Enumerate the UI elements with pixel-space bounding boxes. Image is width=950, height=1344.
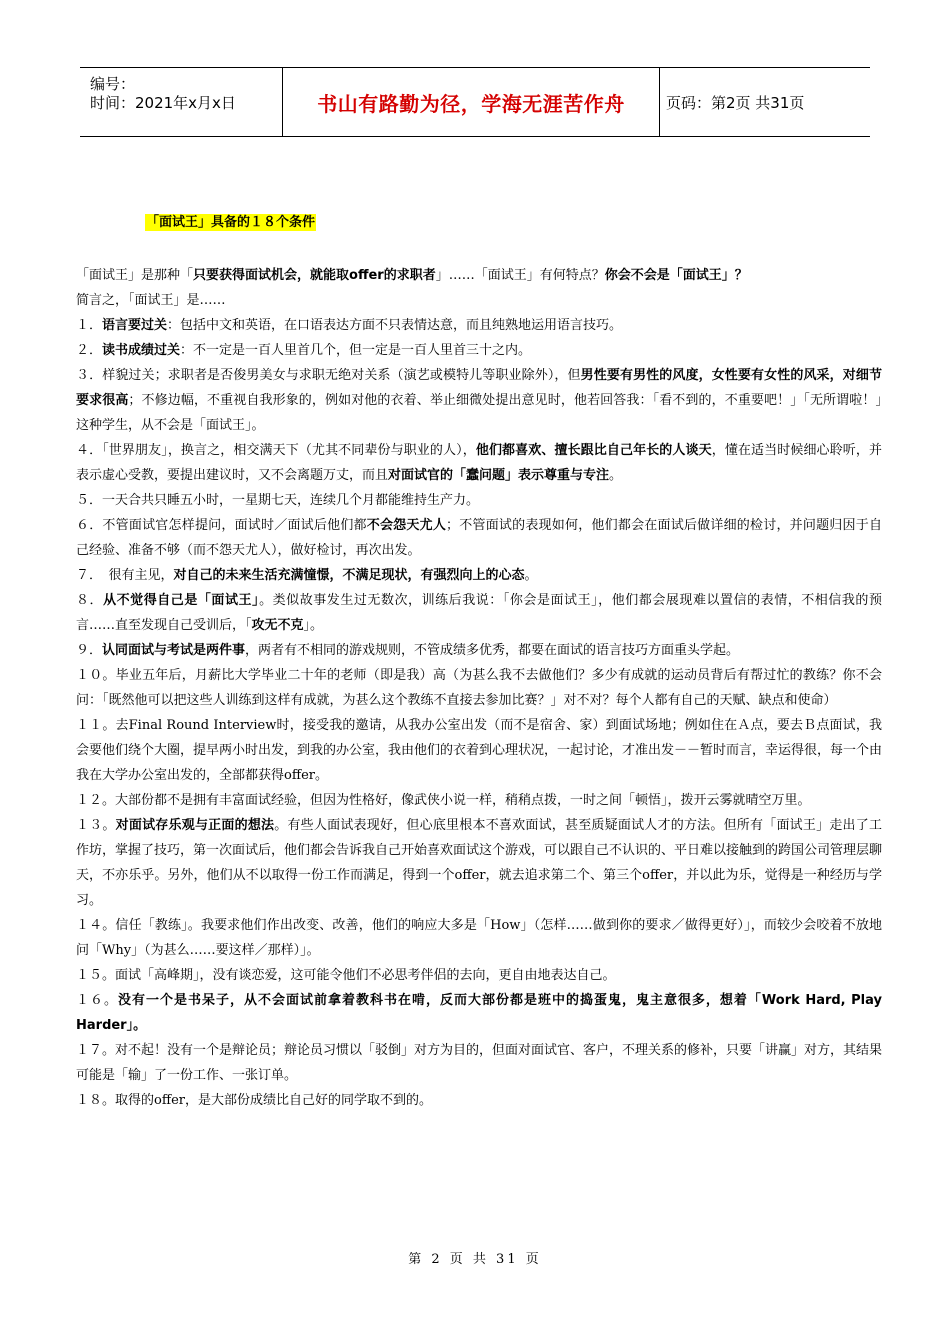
text-run: ９． bbox=[76, 643, 103, 658]
body-text bbox=[76, 263, 882, 1113]
paragraph bbox=[76, 913, 882, 963]
paragraph bbox=[76, 813, 882, 913]
bold-run: 没有一个是书呆子，从不会面试前拿着教科书在啃，反而大部份都是班中的捣蛋鬼，鬼主意很多，想着「Work Hard, Play Harder」。 bbox=[76, 993, 882, 1033]
text-run: ７． 很有主见， bbox=[76, 568, 174, 583]
text-run: １７。对不起！没有一个是辩论员；辩论员习惯以「驳倒」对方为目的，但面对面试官、客户，不理关系的修补，只要「讲赢」对方，其结果可能是「输」了一份工作、一张订单。 bbox=[76, 1043, 883, 1083]
text-run: 」。 bbox=[303, 618, 324, 633]
text-run: 。 bbox=[524, 568, 538, 583]
paragraph bbox=[76, 963, 882, 988]
paragraph bbox=[76, 663, 882, 713]
bold-run: 对自己的未来生活充满憧憬，不满足现状，有强烈向上的心态 bbox=[173, 568, 525, 583]
text-run: ８． bbox=[76, 593, 104, 608]
text-run: ；不修边幅，不重视自我形象的，例如对他的衣着、举止细微处提出意见时，他若回答我：「看不到的，不重要吧！」「无所谓啦！」这种学生，从不会是「面试王」。 bbox=[76, 393, 882, 433]
paragraph bbox=[76, 288, 882, 313]
text-run: 「面试王」是那种「 bbox=[76, 268, 194, 283]
time-label: 时间：2021年x月x日 bbox=[90, 94, 236, 112]
code-label: 编号： bbox=[90, 75, 136, 93]
text-run: １８。取得的offer，是大部份成绩比自己好的同学取不到的。 bbox=[76, 1093, 432, 1108]
paragraph bbox=[76, 513, 882, 563]
header-page-info bbox=[660, 68, 870, 136]
bold-run: 从不觉得自己是「面试王」 bbox=[103, 593, 260, 608]
bold-run: 男性要有男性的风度，女性要有女性的风采，对细节要求很高 bbox=[76, 368, 882, 408]
page-footer: 第 2 页 共 31 页 bbox=[408, 1252, 542, 1267]
text-run: １． bbox=[76, 318, 103, 333]
paragraph bbox=[76, 338, 882, 363]
paragraph bbox=[76, 263, 882, 288]
bold-run: 语言要过关 bbox=[102, 318, 168, 333]
paragraph bbox=[76, 638, 882, 663]
text-run: 。 bbox=[609, 468, 623, 483]
text-run: 。有些人面试表现好，但心底里根本不喜欢面试，甚至质疑面试人才的方法。但所有「面试王」走出了工作坊，掌握了技巧，第一次面试后，他们都会告诉我自己开始喜欢面试这个游戏，可以跟自己不认识的、平日难以接触到的跨国公司管理层聊天，不亦乐乎。另外，他们从不以取得一份工作而满足，得到一个offer，就去追求第二个、第三个offer，并以此为乐，觉得是一种经历与学习。 bbox=[76, 818, 883, 908]
text-run: １５。面试「高峰期」，没有谈恋爱，这可能令他们不必思考伴侣的去向，更自由地表达自己。 bbox=[76, 968, 616, 983]
text-run: 简言之，「面试王」是…… bbox=[76, 293, 226, 308]
header-meta bbox=[80, 68, 283, 136]
paragraph bbox=[76, 563, 882, 588]
text-run: ，两者有不相同的游戏规则，不管成绩多优秀，都要在面试的语言技巧方面重头学起。 bbox=[245, 643, 740, 658]
text-run: １０。毕业五年后，月薪比大学毕业二十年的老师（即是我）高（为甚么我不去做他们？多少有成就的运动员背后有帮过忙的教练？你不会问：「既然他可以把这些人训练到这样有成就，为甚么这个教练不直接去参加比赛？」对不对？每个人都有自己的天赋、缺点和使命） bbox=[76, 668, 882, 708]
paragraph bbox=[76, 488, 882, 513]
header-motto bbox=[283, 68, 660, 136]
text-run: ；不管面试的表现如何，他们都会在面试后做详细的检讨，并问题归因于自己经验、准备不够（而不怨天尤人），做好检讨，再次出发。 bbox=[76, 518, 882, 558]
paragraph bbox=[76, 988, 882, 1038]
bold-run: 对面试官的「蠢问题」表示尊重与专注 bbox=[388, 468, 610, 483]
text-run: ４．「世界朋友」，换言之，相交满天下（尤其不同辈份与职业的人）， bbox=[76, 443, 476, 458]
bold-run: 读书成绩过关 bbox=[102, 343, 181, 358]
paragraph bbox=[76, 438, 882, 488]
text-run: ：包括中文和英语，在口语表达方面不只表情达意，而且纯熟地运用语言技巧。 bbox=[167, 318, 623, 333]
paragraph bbox=[76, 313, 882, 338]
text-run: １４。信任「教练」。我要求他们作出改变、改善，他们的响应大多是「How」（怎样……做到你的要求／做得更好）」，而较少会咬着不放地问「Why」（为甚么……要这样／那样）」。 bbox=[76, 918, 882, 958]
bold-run: 不会怨天尤人 bbox=[366, 518, 447, 533]
motto-text: 书山有路勤为径，学海无涯苦作舟 bbox=[317, 91, 625, 116]
text-run: １２。大部份都不是拥有丰富面试经验，但因为性格好，像武侠小说一样，稍稍点拨，一时之间「顿悟」，拨开云雾就晴空万里。 bbox=[76, 793, 811, 808]
paragraph bbox=[76, 713, 882, 788]
paragraph bbox=[76, 363, 882, 438]
bold-run: 认同面试与考试是两件事 bbox=[102, 643, 246, 658]
text-run: １１。去Final Round Interview时，接受我的邀请，从我办公室出发（而不是宿舍、家）到面试场地；例如住在Ａ点，要去Ｂ点面试，我会要他们绕个大圈，提早两小时出发，到我的办公室，我由他们的衣着到心理状况，一起讨论，才准出发－－暂时而言，幸运得很，每一个由我在大学办公室出发的，全部都获得offer。 bbox=[76, 718, 883, 783]
text-run: ５．一天合共只睡五小时，一星期七天，连续几个月都能维持生产力。 bbox=[76, 493, 480, 508]
bold-run: 你会不会是「面试王」？ bbox=[604, 268, 748, 283]
section-title: 「面试王」具备的１８个条件 bbox=[146, 215, 316, 230]
text-run: 」……「面试王」有何特点？ bbox=[435, 268, 605, 283]
text-run: １３。 bbox=[76, 818, 116, 833]
paragraph bbox=[76, 1088, 882, 1113]
paragraph bbox=[76, 788, 882, 813]
text-run: ：不一定是一百人里首几个，但一定是一百人里首三十之内。 bbox=[180, 343, 532, 358]
bold-run: 只要获得面试机会，就能取offer的求职者 bbox=[193, 268, 436, 283]
text-run: １６。 bbox=[76, 993, 118, 1008]
bold-run: 对面试存乐观与正面的想法 bbox=[115, 818, 275, 833]
text-run: ６．不管面试官怎样提问，面试时／面试后他们都 bbox=[76, 518, 367, 533]
text-run: 。类似故事发生过无数次，训练后我说：「你会是面试王」，他们都会展现难以置信的表情，不相信我的预言……直至发现自己受训后，「 bbox=[76, 593, 882, 633]
page-header bbox=[80, 67, 870, 137]
paragraph bbox=[76, 588, 882, 638]
paragraph bbox=[76, 1038, 882, 1088]
bold-run: 攻无不克 bbox=[251, 618, 304, 633]
page-label: 页码：第2页 共31页 bbox=[666, 93, 805, 112]
bold-run: 他们都喜欢、擅长跟比自己年长的人谈天 bbox=[475, 443, 712, 458]
text-run: ２． bbox=[76, 343, 103, 358]
text-run: ３．样貌过关；求职者是否俊男美女与求职无绝对关系（演艺或模特儿等职业除外），但 bbox=[76, 368, 581, 383]
text-run: ，懂在适当时候细心聆听，并表示虚心受教，要提出建议时，又不会离题万丈，而且 bbox=[76, 443, 882, 483]
